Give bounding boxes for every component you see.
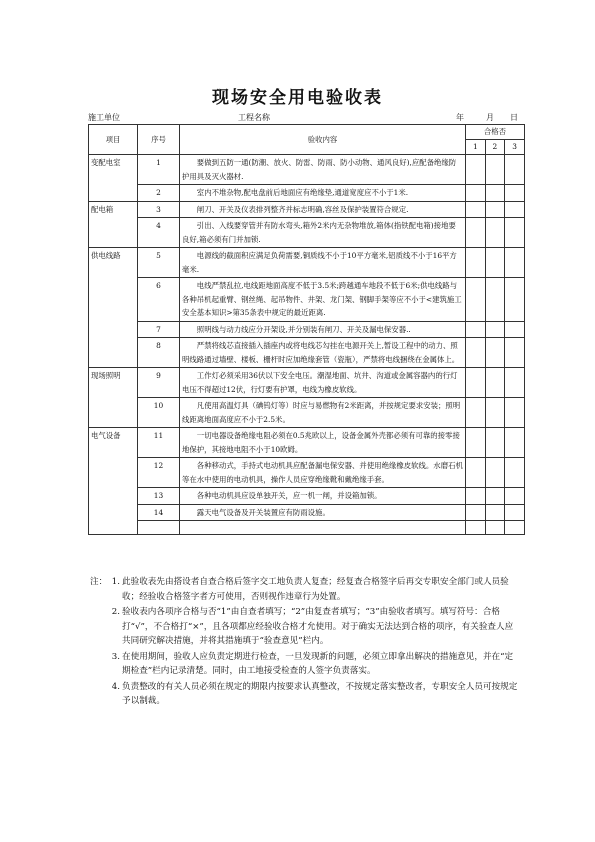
pass-check-cell-3[interactable] — [505, 428, 525, 458]
content-cell: 电线严禁乱拉,电线距地面高度不低于3.5米;跨越通车地段不低于6米;供电线路与各种吊机起重臂、钢丝绳、起吊物件、井架、龙门架、钢脚手架等应不小于<建筑施工安全基本知识>第35条表中规定的最近距离. — [180, 278, 466, 322]
note-item — [90, 680, 520, 709]
table-row — [89, 428, 525, 458]
pass-check-cell-2[interactable] — [485, 428, 505, 458]
table-row — [89, 321, 525, 338]
content-cell: 严禁将线芯直接插入插座内或将电线芯勾挂在电源开关上,暂设工程中的动力、照明线路通过墙壁、楼板、栅杆时应加绝缘套管（瓷瓶），严禁将电线捆绕在金属体上。 — [180, 338, 466, 368]
pass-check-cell-3[interactable] — [505, 338, 525, 368]
note-item — [90, 605, 520, 649]
note-item — [90, 575, 520, 604]
table-row — [89, 155, 525, 185]
table-row — [89, 338, 525, 368]
seq-cell: 8 — [138, 338, 180, 368]
pass-check-cell-1[interactable] — [466, 504, 486, 521]
pass-check-cell-1[interactable] — [466, 278, 486, 322]
header-seq: 序号 — [138, 125, 180, 155]
pass-check-cell-2[interactable] — [485, 155, 505, 185]
table-row — [89, 201, 525, 218]
pass-check-cell-3[interactable] — [505, 504, 525, 521]
note-number: 1. — [111, 577, 120, 587]
category-cell: 电气设备 — [89, 428, 138, 535]
table-row — [89, 218, 525, 248]
pass-check-cell-2[interactable] — [485, 248, 505, 278]
seq-cell: 4 — [138, 218, 180, 248]
table-row — [89, 248, 525, 278]
note-number: 4. — [111, 681, 120, 692]
seq-cell: 2 — [138, 185, 180, 202]
seq-cell: 5 — [138, 248, 180, 278]
category-cell: 现场照明 — [89, 368, 138, 428]
content-cell: 要做到五防一通(防潮、放火、防雷、防雨、防小动物、通风良好),应配备绝缘防护用具及灭火器材. — [180, 155, 466, 185]
content-cell: 电源线的截面积应满足负荷需要,铜质线不小于10平方毫米,铝质线不小于16平方毫米. — [180, 248, 466, 278]
content-cell: 一切电器设备绝缘电阻必须在0.5兆欧以上，设备金属外壳都必须有可靠的接零接地保护，其接地电阻不小于10欧姆。 — [180, 428, 466, 458]
page-title: 现场安全用电验收表 — [212, 88, 383, 108]
note-number: 2. — [111, 607, 120, 617]
content-cell: 各种移动式，手持式电动机具应配备漏电保安器、并使用绝缘橡皮软线。水磨石机等在水中使用的电动机具，操作人员应穿绝缘靴和戴绝缘手套。 — [180, 458, 466, 488]
seq-cell: 3 — [138, 201, 180, 218]
pass-check-cell-2[interactable] — [485, 201, 505, 218]
pass-check-cell-1[interactable] — [466, 428, 486, 458]
note-text: 此验收表先由搭设者自查合格后签字交工地负责人复查；经复查合格签字后再交专职安全部门或人员验收；经验收合格签字者方可使用，否则视作违章行为处置。 — [122, 577, 509, 602]
notes-section — [90, 575, 520, 710]
content-cell: 室内不堆杂物,配电盘前后地面应有绝缘垫,通道宽度应不小于1米. — [180, 185, 466, 202]
pass-check-cell-1[interactable] — [466, 185, 486, 202]
pass-check-cell-2[interactable] — [485, 278, 505, 322]
content-cell — [466, 521, 486, 535]
content-cell: 露天电气设备及开关装置应有防雨设施。 — [180, 504, 466, 521]
pass-check-cell-1[interactable] — [466, 338, 486, 368]
pass-check-cell-3[interactable] — [505, 321, 525, 338]
table-row — [89, 504, 525, 521]
pass-check-cell-3[interactable] — [505, 155, 525, 185]
note-item — [90, 650, 520, 679]
day-label: 日 — [510, 113, 518, 122]
table-header-row — [89, 125, 525, 140]
note-text: 在使用期间，验收人应负责定期进行检查，一旦发现新的问题，必须立即拿出解决的措施意见，并在“定期检查”栏内记录清楚。同时，由工地接受检查的人签字负责落实。 — [122, 651, 514, 676]
pass-check-cell-3[interactable] — [505, 488, 525, 505]
header-content: 验收内容 — [180, 125, 466, 155]
header-pass-3: 3 — [505, 140, 525, 155]
inspection-table — [88, 124, 525, 535]
header-pass-1: 1 — [466, 140, 486, 155]
content-cell: 凡使用高温灯具（碘钨灯等）时应与易燃物有2米距离，并按规定要求安装；照明线距离地面高度应不小于2.5米。 — [180, 398, 466, 428]
seq-cell: 12 — [138, 458, 180, 488]
pass-check-cell-1[interactable] — [485, 521, 505, 535]
seq-cell: 6 — [138, 278, 180, 322]
category-cell: 供电线路 — [89, 248, 138, 368]
pass-check-cell-2[interactable] — [485, 458, 505, 488]
seq-cell: 10 — [138, 398, 180, 428]
pass-check-cell-2[interactable] — [485, 185, 505, 202]
pass-check-cell-1[interactable] — [466, 458, 486, 488]
pass-check-cell-1[interactable] — [466, 201, 486, 218]
seq-cell: 14 — [138, 504, 180, 521]
seq-cell: 13 — [138, 488, 180, 505]
seq-cell: 1 — [138, 155, 180, 185]
pass-check-cell-1[interactable] — [466, 218, 486, 248]
content-cell: 引出、入线要穿管并有防水弯头,箱外2米内无杂物堆放,箱体(指铁配电箱)接地要良好,箱必须有门并加锁. — [180, 218, 466, 248]
pass-check-cell-3[interactable] — [505, 368, 525, 398]
pass-check-cell-3[interactable] — [505, 218, 525, 248]
pass-check-cell-1[interactable] — [466, 248, 486, 278]
pass-check-cell-1[interactable] — [466, 488, 486, 505]
header-item: 项目 — [89, 125, 138, 155]
month-label: 月 — [486, 113, 494, 122]
category-cell: 配电箱 — [89, 201, 138, 248]
pass-check-cell-2[interactable] — [485, 504, 505, 521]
seq-cell — [180, 521, 466, 535]
pass-check-cell-2[interactable] — [485, 488, 505, 505]
category-cell: 变配电室 — [89, 155, 138, 202]
table-row — [89, 278, 525, 322]
table-row — [89, 398, 525, 428]
project-name-label: 工程名称 — [238, 113, 270, 122]
table-row — [89, 368, 525, 398]
seq-cell: 7 — [138, 321, 180, 338]
table-row — [89, 185, 525, 202]
content-cell: 工作灯必须采用36伏以下安全电压。潮湿地面、坑井、沟道或金属容器内的行灯电压不得超过12伏，行灯要有护罩，电线为橡皮软线。 — [180, 368, 466, 398]
note-text: 负责整改的有关人员必须在规定的期限内按要求认真整改，不按规定落实整改者，专职安全人员可按规定予以制裁。 — [122, 681, 518, 706]
seq-cell: 9 — [138, 368, 180, 398]
pass-check-cell-2[interactable] — [505, 521, 525, 535]
pass-check-cell-2[interactable] — [485, 338, 505, 368]
pass-check-cell-2[interactable] — [485, 321, 505, 338]
content-cell: 照明线与动力线应分开架设,并分别装有闸刀、开关及漏电保安器.. — [180, 321, 466, 338]
pass-check-cell-2[interactable] — [485, 398, 505, 428]
pass-check-cell-2[interactable] — [485, 218, 505, 248]
construction-unit-label: 施工单位 — [88, 113, 120, 122]
pass-check-cell-3[interactable] — [505, 248, 525, 278]
pass-check-cell-3[interactable] — [505, 201, 525, 218]
pass-check-cell-1[interactable] — [466, 368, 486, 398]
content-cell: 闸刀、开关及仪表排列整齐并标志明确,容丝及保护装置符合规定. — [180, 201, 466, 218]
note-number: 3. — [111, 651, 120, 662]
pass-check-cell-2[interactable] — [485, 368, 505, 398]
header-pass: 合格否 — [466, 125, 525, 140]
table-row — [89, 521, 525, 535]
table-row — [89, 458, 525, 488]
note-text: 验收表内各项序合格与否“1”由自查者填写；“2”由复查者填写；“3”由验收者填写。填写符号：合格打“√”，不合格打“×”，且各项都应经验收合格才允使用。对于确实无法达到合格的项序，有关验查人应共同研究解决措施，并将其措施填于“验查意见”栏内。 — [122, 607, 514, 646]
year-label: 年 — [456, 113, 464, 122]
pass-check-cell-3[interactable] — [505, 458, 525, 488]
pass-check-cell-1[interactable] — [466, 398, 486, 428]
content-cell: 各种电动机具应设单独开关，应一机一闸，并设箱加锁。 — [180, 488, 466, 505]
pass-check-cell-3[interactable] — [505, 278, 525, 322]
notes-prefix: 注： — [90, 577, 108, 587]
header-pass-2: 2 — [485, 140, 505, 155]
seq-cell: 11 — [138, 428, 180, 458]
table-row — [89, 488, 525, 505]
category-cell — [138, 521, 180, 535]
pass-check-cell-1[interactable] — [466, 321, 486, 338]
pass-check-cell-3[interactable] — [505, 398, 525, 428]
pass-check-cell-3[interactable] — [505, 185, 525, 202]
pass-check-cell-1[interactable] — [466, 155, 486, 185]
